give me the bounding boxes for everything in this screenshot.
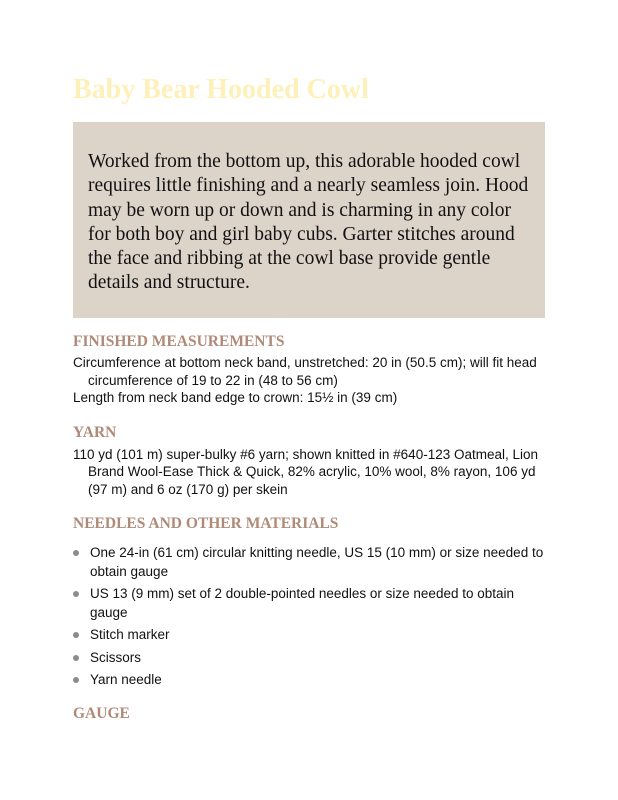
gauge-heading: GAUGE <box>73 704 130 722</box>
page-title: Baby Bear Hooded Cowl <box>73 74 369 105</box>
list-item <box>73 671 545 690</box>
bullet-icon <box>73 655 79 661</box>
pattern-page <box>73 72 545 724</box>
list-item <box>73 585 545 622</box>
measurement-length: Length from neck band edge to crown: 15½ in (39 cm) <box>73 390 398 405</box>
needles-materials-heading: NEEDLES AND OTHER MATERIALS <box>73 515 339 532</box>
list-item-text: Scissors <box>90 649 142 665</box>
list-item-text: Stitch marker <box>90 627 170 642</box>
finished-measurements-heading: FINISHED MEASUREMENTS <box>73 333 285 350</box>
bullet-icon <box>73 591 79 597</box>
list-item <box>73 626 545 645</box>
measurement-circumference: Circumference at bottom neck band, unstretched: 20 in (50.5 cm); will fit head circumference of 19 to 22 in (48 to 56 cm) <box>73 355 537 388</box>
bullet-icon <box>73 632 79 638</box>
intro-text: Worked from the bottom up, this adorable hooded cowl requires little finishing and a nearly seamless join. Hood may be worn up or down and is charming in any color for both boy and girl baby cubs. Garter stitches around the face and ribbing at the cowl base provide gentle details and structure. <box>88 151 529 294</box>
list-item <box>73 649 545 668</box>
yarn-heading: YARN <box>73 423 117 441</box>
yarn-description: 110 yd (101 m) super-bulky #6 yarn; shown knitted in #640-123 Oatmeal, Lion Brand Wool-Ease Thick & Quick, 82% acrylic, 10% wool, 8% rayon, 106 yd (97 m) and 6 oz (170 g) per skein <box>73 446 539 497</box>
list-item-text: One 24-in (61 cm) circular knitting needle, US 15 (10 mm) or size needed to obtain gauge <box>90 545 544 579</box>
list-item <box>73 544 545 581</box>
list-item-text: US 13 (9 mm) set of 2 double-pointed needles or size needed to obtain gauge <box>90 586 515 620</box>
bullet-icon <box>73 677 79 683</box>
materials-list <box>73 544 545 690</box>
list-item-text: Yarn needle <box>90 672 162 687</box>
intro-box <box>73 122 545 318</box>
bullet-icon <box>73 550 79 556</box>
